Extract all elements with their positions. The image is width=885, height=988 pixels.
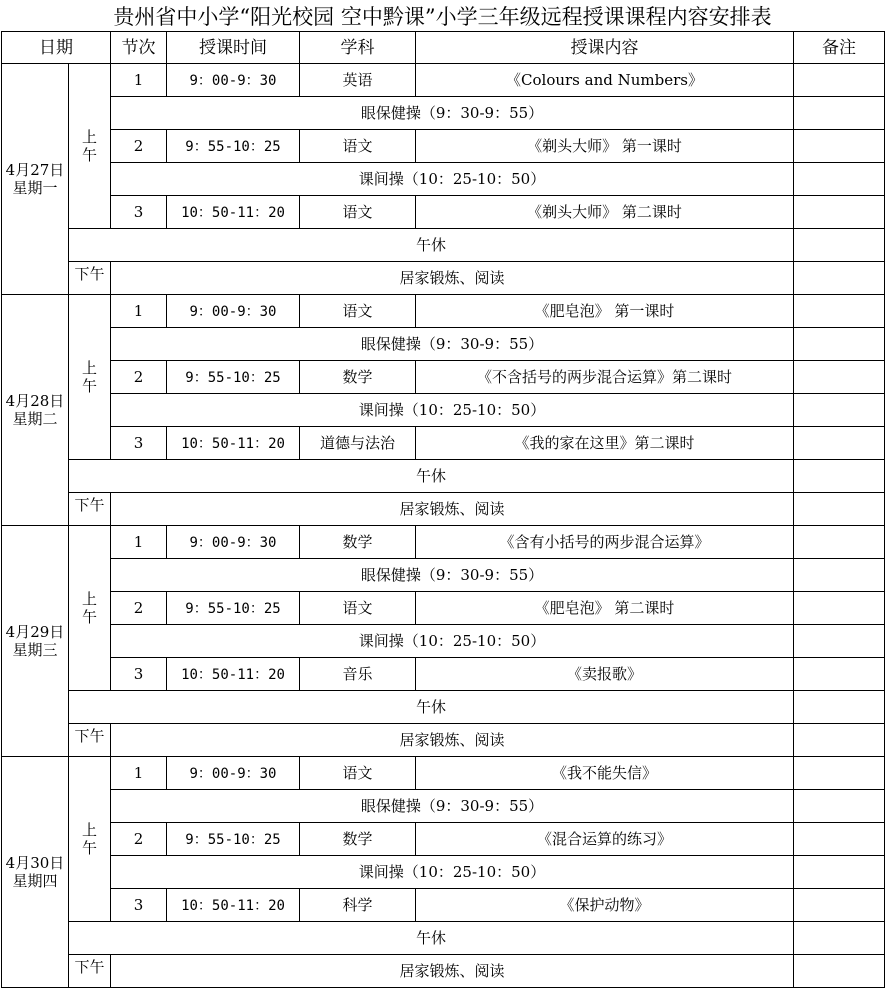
lesson-subject: 英语 bbox=[300, 64, 416, 97]
lesson-time-text: 9：55-10：25 bbox=[185, 138, 281, 155]
day-weekday: 星期一 bbox=[12, 179, 58, 197]
lesson-subject: 语文 bbox=[300, 592, 416, 625]
lesson-time bbox=[167, 64, 300, 97]
lesson-row-1 bbox=[2, 295, 885, 328]
afternoon-row bbox=[2, 493, 885, 526]
remark-cell bbox=[794, 295, 885, 328]
lesson-content-text: 《含有小括号的两步混合运算》 bbox=[499, 533, 710, 551]
period-number: 1 bbox=[111, 64, 167, 97]
lesson-time bbox=[167, 526, 300, 559]
remark-cell bbox=[794, 790, 885, 823]
lesson-content bbox=[416, 526, 794, 559]
lesson-time-text: 9：00-9：30 bbox=[189, 72, 277, 89]
remark-cell bbox=[794, 724, 885, 757]
day-date-cell bbox=[2, 64, 69, 295]
afternoon-label-text: 下午 bbox=[74, 265, 105, 283]
remark-cell bbox=[794, 889, 885, 922]
header-subject: 学科 bbox=[300, 32, 416, 64]
eye-exercise-row bbox=[2, 328, 885, 361]
break-exercise: 课间操（10：25-10：50） bbox=[111, 625, 794, 658]
day-weekday: 星期四 bbox=[12, 872, 58, 890]
lesson-content bbox=[416, 361, 794, 394]
break-row bbox=[2, 625, 885, 658]
lunch-break: 午休 bbox=[69, 922, 794, 955]
lesson-row-1 bbox=[2, 526, 885, 559]
morning-label: 上午 bbox=[69, 295, 111, 460]
remark-cell bbox=[794, 262, 885, 295]
period-number: 1 bbox=[111, 757, 167, 790]
lesson-time-text: 9：00-9：30 bbox=[189, 765, 277, 782]
header-time: 授课时间 bbox=[167, 32, 300, 64]
lesson-row-1 bbox=[2, 757, 885, 790]
lunch-row bbox=[2, 922, 885, 955]
afternoon-row bbox=[2, 955, 885, 988]
lesson-time-text: 10：50-11：20 bbox=[181, 435, 285, 452]
period-number: 1 bbox=[111, 295, 167, 328]
remark-cell bbox=[794, 97, 885, 130]
remark-cell bbox=[794, 757, 885, 790]
lesson-row-3 bbox=[2, 427, 885, 460]
header-row bbox=[2, 32, 885, 64]
remark-cell bbox=[794, 130, 885, 163]
remark-cell bbox=[794, 691, 885, 724]
lunch-break: 午休 bbox=[69, 691, 794, 724]
home-activity: 居家锻炼、阅读 bbox=[111, 262, 794, 295]
lesson-time bbox=[167, 658, 300, 691]
afternoon-label bbox=[69, 493, 111, 526]
lesson-content bbox=[416, 295, 794, 328]
eye-exercise-row bbox=[2, 790, 885, 823]
page-title: 贵州省中小学“阳光校园 空中黔课”小学三年级远程授课课程内容安排表 bbox=[113, 4, 772, 29]
lesson-subject: 数学 bbox=[300, 361, 416, 394]
lesson-subject: 音乐 bbox=[300, 658, 416, 691]
afternoon-label-text: 下午 bbox=[74, 496, 105, 514]
lesson-time bbox=[167, 295, 300, 328]
remark-cell bbox=[794, 922, 885, 955]
eye-exercise: 眼保健操（9：30-9：55） bbox=[111, 559, 794, 592]
day-date: 4月30日 bbox=[5, 854, 65, 872]
morning-label: 上午 bbox=[69, 757, 111, 922]
lesson-time-text: 9：00-9：30 bbox=[189, 534, 277, 551]
lesson-time bbox=[167, 889, 300, 922]
lesson-content bbox=[416, 823, 794, 856]
lesson-content-text: 《混合运算的练习》 bbox=[536, 830, 672, 848]
lesson-row-3 bbox=[2, 889, 885, 922]
remark-cell bbox=[794, 64, 885, 97]
period-number: 2 bbox=[111, 130, 167, 163]
lesson-content bbox=[416, 196, 794, 229]
period-number: 3 bbox=[111, 427, 167, 460]
afternoon-label-text: 下午 bbox=[74, 727, 105, 745]
lesson-content-text: 《肥皂泡》 第一课时 bbox=[534, 302, 675, 320]
period-number: 3 bbox=[111, 889, 167, 922]
lesson-content-text: 《不含括号的两步混合运算》第二课时 bbox=[476, 368, 732, 386]
lesson-time-text: 9：00-9：30 bbox=[189, 303, 277, 320]
day-date: 4月27日 bbox=[5, 161, 65, 179]
lunch-break: 午休 bbox=[69, 229, 794, 262]
remark-cell bbox=[794, 394, 885, 427]
remark-cell bbox=[794, 427, 885, 460]
remark-cell bbox=[794, 823, 885, 856]
lesson-subject: 语文 bbox=[300, 295, 416, 328]
break-row bbox=[2, 394, 885, 427]
remark-cell bbox=[794, 592, 885, 625]
header-date: 日期 bbox=[2, 32, 111, 64]
lesson-content-text: 《卖报歌》 bbox=[566, 665, 642, 683]
remark-cell bbox=[794, 856, 885, 889]
period-number: 2 bbox=[111, 823, 167, 856]
day-date-cell bbox=[2, 295, 69, 526]
afternoon-label bbox=[69, 262, 111, 295]
period-number: 3 bbox=[111, 658, 167, 691]
day-weekday: 星期三 bbox=[12, 641, 58, 659]
lesson-content-text: 《我的家在这里》第二课时 bbox=[514, 434, 695, 452]
afternoon-row bbox=[2, 724, 885, 757]
remark-cell bbox=[794, 493, 885, 526]
eye-exercise: 眼保健操（9：30-9：55） bbox=[111, 97, 794, 130]
day-date: 4月29日 bbox=[5, 623, 65, 641]
lesson-time bbox=[167, 592, 300, 625]
remark-cell bbox=[794, 460, 885, 493]
period-number: 3 bbox=[111, 196, 167, 229]
lesson-content-text: 《Colours and Numbers》 bbox=[506, 71, 703, 89]
lesson-content bbox=[416, 889, 794, 922]
home-activity: 居家锻炼、阅读 bbox=[111, 493, 794, 526]
lesson-time-text: 9：55-10：25 bbox=[185, 600, 281, 617]
day-weekday: 星期二 bbox=[12, 410, 58, 428]
remark-cell bbox=[794, 955, 885, 988]
morning-label: 上午 bbox=[69, 526, 111, 691]
home-activity: 居家锻炼、阅读 bbox=[111, 955, 794, 988]
remark-cell bbox=[794, 163, 885, 196]
lesson-time bbox=[167, 823, 300, 856]
lesson-subject: 道德与法治 bbox=[300, 427, 416, 460]
period-number: 2 bbox=[111, 361, 167, 394]
period-number: 2 bbox=[111, 592, 167, 625]
header-content: 授课内容 bbox=[416, 32, 794, 64]
lunch-break: 午休 bbox=[69, 460, 794, 493]
lesson-row-3 bbox=[2, 658, 885, 691]
day-date-cell bbox=[2, 526, 69, 757]
lesson-subject: 数学 bbox=[300, 526, 416, 559]
schedule-table bbox=[1, 31, 885, 988]
header-remark: 备注 bbox=[794, 32, 885, 64]
lunch-row bbox=[2, 460, 885, 493]
period-number: 1 bbox=[111, 526, 167, 559]
lesson-subject: 语文 bbox=[300, 757, 416, 790]
remark-cell bbox=[794, 229, 885, 262]
remark-cell bbox=[794, 526, 885, 559]
break-exercise: 课间操（10：25-10：50） bbox=[111, 163, 794, 196]
break-row bbox=[2, 163, 885, 196]
lesson-content-text: 《剃头大师》 第一课时 bbox=[527, 137, 682, 155]
lesson-time-text: 9：55-10：25 bbox=[185, 369, 281, 386]
lesson-content bbox=[416, 427, 794, 460]
lesson-content-text: 《肥皂泡》 第二课时 bbox=[534, 599, 675, 617]
lesson-time bbox=[167, 427, 300, 460]
lesson-content-text: 《我不能失信》 bbox=[551, 764, 657, 782]
lesson-row-1 bbox=[2, 64, 885, 97]
lesson-time-text: 10：50-11：20 bbox=[181, 666, 285, 683]
day-date-cell bbox=[2, 757, 69, 988]
remark-cell bbox=[794, 625, 885, 658]
afternoon-label-text: 下午 bbox=[74, 958, 105, 976]
lesson-time-text: 10：50-11：20 bbox=[181, 897, 285, 914]
lesson-content-text: 《保护动物》 bbox=[559, 896, 650, 914]
afternoon-label bbox=[69, 724, 111, 757]
lesson-content bbox=[416, 757, 794, 790]
lesson-row-3 bbox=[2, 196, 885, 229]
remark-cell bbox=[794, 559, 885, 592]
day-date: 4月28日 bbox=[5, 392, 65, 410]
eye-exercise: 眼保健操（9：30-9：55） bbox=[111, 790, 794, 823]
lesson-row-2 bbox=[2, 130, 885, 163]
lesson-subject: 语文 bbox=[300, 130, 416, 163]
morning-label: 上午 bbox=[69, 64, 111, 229]
lesson-time-text: 9：55-10：25 bbox=[185, 831, 281, 848]
remark-cell bbox=[794, 328, 885, 361]
remark-cell bbox=[794, 196, 885, 229]
break-exercise: 课间操（10：25-10：50） bbox=[111, 856, 794, 889]
lesson-subject: 科学 bbox=[300, 889, 416, 922]
lesson-time bbox=[167, 361, 300, 394]
eye-exercise: 眼保健操（9：30-9：55） bbox=[111, 328, 794, 361]
lesson-row-2 bbox=[2, 592, 885, 625]
remark-cell bbox=[794, 361, 885, 394]
break-row bbox=[2, 856, 885, 889]
eye-exercise-row bbox=[2, 559, 885, 592]
lesson-time bbox=[167, 130, 300, 163]
eye-exercise-row bbox=[2, 97, 885, 130]
afternoon-label bbox=[69, 955, 111, 988]
lesson-row-2 bbox=[2, 823, 885, 856]
lesson-content bbox=[416, 658, 794, 691]
lunch-row bbox=[2, 691, 885, 724]
lesson-time bbox=[167, 196, 300, 229]
break-exercise: 课间操（10：25-10：50） bbox=[111, 394, 794, 427]
home-activity: 居家锻炼、阅读 bbox=[111, 724, 794, 757]
lesson-content bbox=[416, 130, 794, 163]
lesson-content bbox=[416, 592, 794, 625]
afternoon-row bbox=[2, 262, 885, 295]
header-period: 节次 bbox=[111, 32, 167, 64]
lesson-time bbox=[167, 757, 300, 790]
lesson-row-2 bbox=[2, 361, 885, 394]
lesson-subject: 语文 bbox=[300, 196, 416, 229]
lesson-content-text: 《剃头大师》 第二课时 bbox=[527, 203, 682, 221]
lesson-time-text: 10：50-11：20 bbox=[181, 204, 285, 221]
lesson-subject: 数学 bbox=[300, 823, 416, 856]
lesson-content bbox=[416, 64, 794, 97]
remark-cell bbox=[794, 658, 885, 691]
lunch-row bbox=[2, 229, 885, 262]
